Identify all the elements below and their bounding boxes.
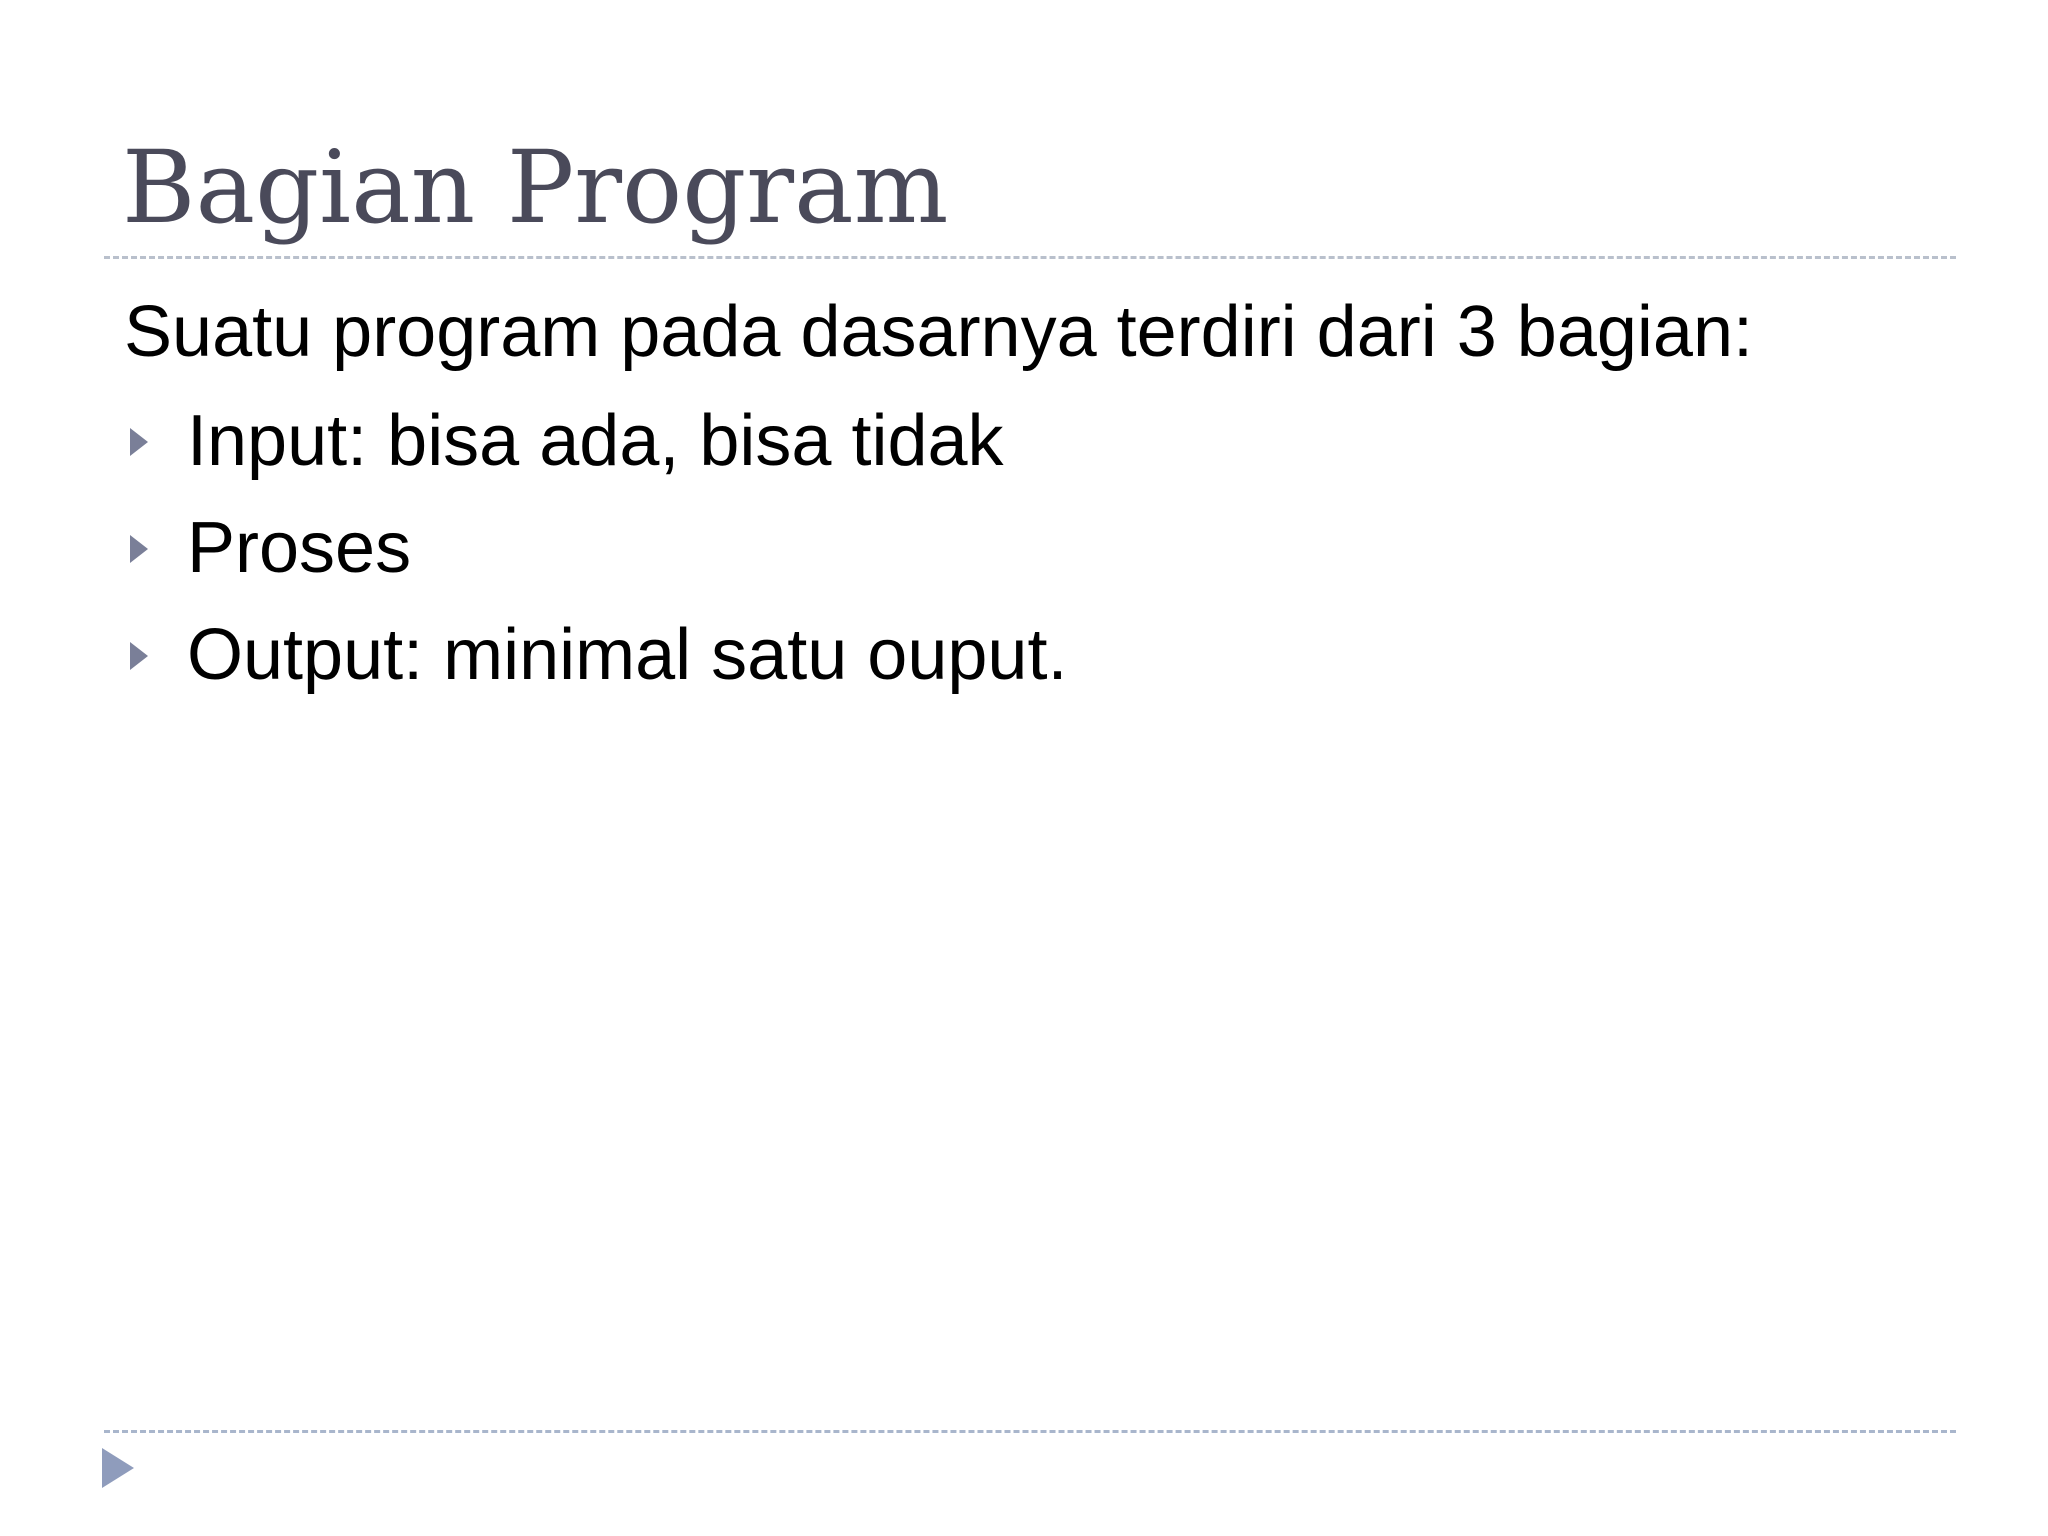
bullet-label: Input: bisa ada, bisa tidak [187, 401, 1004, 481]
bullet-label: Output: minimal satu ouput. [187, 615, 1068, 695]
slide-title: Bagian Program [122, 129, 949, 246]
play-triangle-icon [100, 1446, 136, 1490]
bullet-label: Proses [187, 508, 412, 588]
slide-body [124, 282, 1944, 709]
bullet-item-input [124, 388, 1944, 495]
bullet-item-proses [124, 495, 1944, 602]
footer-divider [104, 1430, 1956, 1433]
triangle-bullet-icon [128, 495, 152, 602]
bullet-item-output [124, 602, 1944, 709]
bullet-list [124, 388, 1944, 709]
intro-text: Suatu program pada dasarnya terdiri dari 3 bagian: [124, 292, 1753, 372]
triangle-bullet-icon [128, 602, 152, 709]
triangle-bullet-icon [128, 388, 152, 495]
title-divider [104, 256, 1956, 259]
